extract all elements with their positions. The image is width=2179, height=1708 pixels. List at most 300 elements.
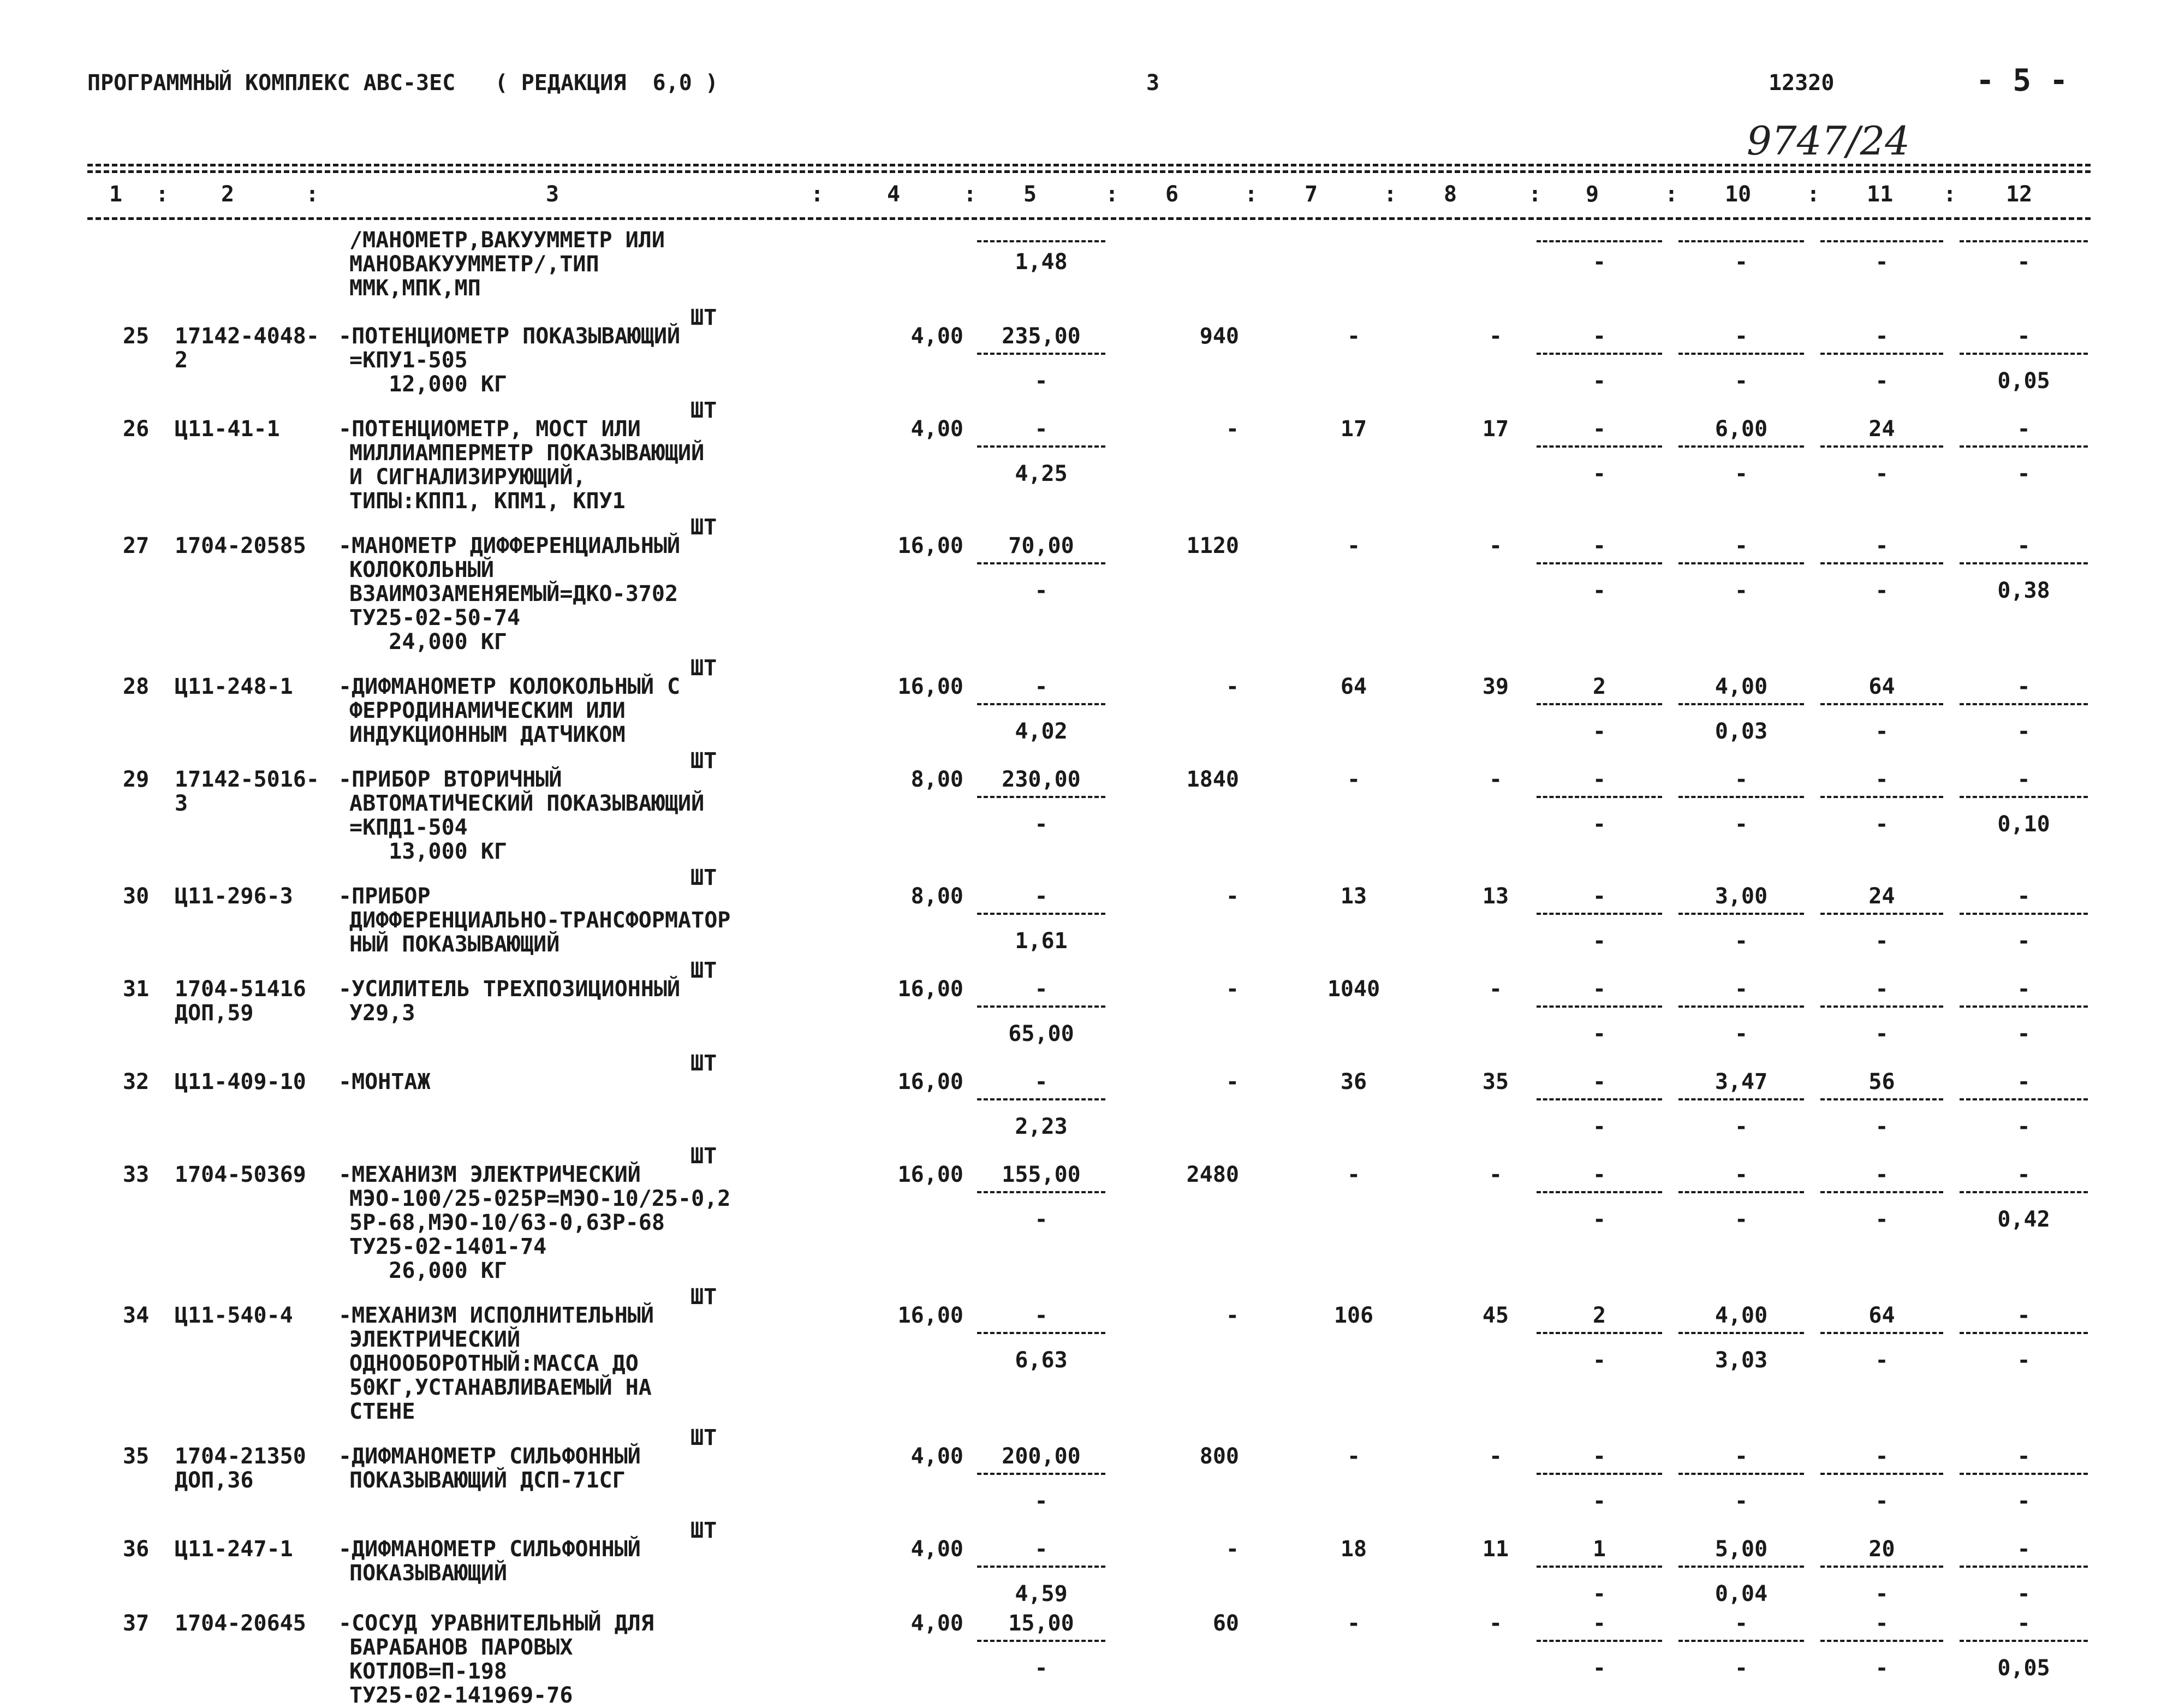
- row-c12-divider: [1960, 703, 2088, 705]
- row-c6: 1840: [1186, 767, 1239, 792]
- row-quantity: 8,00: [910, 767, 963, 792]
- row-c11-top: 64: [1868, 674, 1895, 699]
- row-description-line: КОТЛОВ=П-198: [349, 1659, 507, 1684]
- row-c5-divider: [977, 1640, 1105, 1642]
- row-number: 36: [123, 1537, 150, 1562]
- row-c11-divider: [1820, 703, 1943, 705]
- row-unit: ШТ: [690, 398, 717, 423]
- header-rule-top-2: [87, 170, 2091, 173]
- row-c5-divider: [977, 1005, 1105, 1008]
- row-c5-divider: [977, 703, 1105, 705]
- row-description-line: -МЕХАНИЗМ ИСПОЛНИТЕЛЬНЫЙ: [338, 1303, 654, 1328]
- row-c10-divider: [1678, 796, 1804, 798]
- column-separator: :: [1665, 182, 1678, 207]
- column-header-12: 12: [2006, 182, 2033, 207]
- row-c12-bottom: 0,42: [1997, 1207, 2050, 1232]
- row-c9-divider: [1537, 1098, 1662, 1100]
- row-description-line: 12,000 КГ: [349, 372, 507, 397]
- row-description-line: ПОКАЗЫВАЮЩИЙ ДСП-71СГ: [349, 1468, 626, 1493]
- row-description-line: ЭЛЕКТРИЧЕСКИЙ: [349, 1327, 521, 1352]
- row-c9-divider: [1537, 913, 1662, 915]
- column-header-11: 11: [1867, 182, 1894, 207]
- row-c12-top: -: [2017, 1303, 2031, 1328]
- row-c5-top: 235,00: [1002, 324, 1081, 349]
- row-c8: 13: [1482, 884, 1509, 909]
- row-description-line: -ДИФМАНОМЕТР КОЛОКОЛЬНЫЙ С: [338, 674, 681, 699]
- row-description-line: 50КГ,УСТАНАВЛИВАЕМЫЙ НА: [349, 1375, 652, 1400]
- row-c12-top: -: [2017, 533, 2031, 558]
- top-c12-divider: [1960, 240, 2088, 242]
- row-c12-top: -: [2017, 977, 2031, 1002]
- row-c5-bottom: -: [1034, 1207, 1048, 1232]
- row-c11-top: -: [1875, 533, 1889, 558]
- column-separator: :: [963, 182, 977, 207]
- row-c9-bottom: -: [1592, 812, 1606, 837]
- row-c5-bottom: 4,02: [1015, 719, 1068, 744]
- row-c7: -: [1347, 1162, 1361, 1187]
- row-c6: 1120: [1186, 533, 1239, 558]
- row-c10-bottom: 0,03: [1714, 719, 1768, 744]
- row-c6: 800: [1199, 1444, 1239, 1469]
- row-c9-bottom: -: [1592, 578, 1606, 603]
- row-c7: -: [1347, 767, 1361, 792]
- row-c9-top: -: [1592, 1611, 1606, 1636]
- row-c10-bottom: -: [1734, 812, 1748, 837]
- row-c10-divider: [1678, 1098, 1804, 1100]
- row-code: Ц11-540-4: [175, 1303, 293, 1328]
- row-c10-bottom: -: [1734, 1114, 1748, 1139]
- row-c5-top: -: [1034, 1069, 1048, 1094]
- column-separator: :: [811, 182, 824, 207]
- column-header-5: 5: [1023, 182, 1037, 207]
- row-c11-bottom: -: [1875, 1021, 1889, 1046]
- row-c9-top: -: [1592, 1069, 1606, 1094]
- column-header-4: 4: [887, 182, 901, 207]
- row-c6: -: [1225, 977, 1239, 1002]
- row-description-line: =КПД1-504: [349, 815, 468, 840]
- row-c9-top: -: [1592, 1162, 1606, 1187]
- top-description-line: ММК,МПК,МП: [349, 276, 481, 301]
- row-c8: -: [1489, 324, 1503, 349]
- row-c10-bottom: -: [1734, 929, 1748, 954]
- row-description-line: -ПРИБОР: [338, 884, 431, 909]
- row-c10-divider: [1678, 703, 1804, 705]
- column-header-1: 1: [109, 182, 123, 207]
- row-c12-bottom: -: [2017, 1348, 2031, 1373]
- row-description-line: -ПОТЕНЦИОМЕТР ПОКАЗЫВАЮЩИЙ: [338, 324, 681, 349]
- row-c11-divider: [1820, 445, 1943, 448]
- row-c5-divider: [977, 445, 1105, 448]
- row-number: 25: [123, 324, 150, 349]
- row-c10-divider: [1678, 562, 1804, 564]
- row-c10-bottom: -: [1734, 1656, 1748, 1681]
- row-c5-divider: [977, 796, 1105, 798]
- row-c12-divider: [1960, 1191, 2088, 1193]
- row-description-line: КОЛОКОЛЬНЫЙ: [349, 557, 494, 582]
- row-c5-top: -: [1034, 977, 1048, 1002]
- row-c7: 36: [1340, 1069, 1367, 1094]
- row-code: Ц11-247-1: [175, 1537, 293, 1562]
- row-code: 1704-50369: [175, 1162, 306, 1187]
- row-c10-divider: [1678, 1005, 1804, 1008]
- page-number: - 5 -: [1976, 63, 2068, 98]
- row-description-line: МЭО-100/25-025Р=МЭО-10/25-0,2: [349, 1186, 731, 1211]
- row-description-line: -МЕХАНИЗМ ЭЛЕКТРИЧЕСКИЙ: [338, 1162, 641, 1187]
- row-c10-top: -: [1734, 1444, 1748, 1469]
- row-c12-top: -: [2017, 1611, 2031, 1636]
- row-c11-top: 24: [1868, 416, 1895, 442]
- row-c11-top: 20: [1868, 1537, 1895, 1562]
- row-c10-bottom: -: [1734, 461, 1748, 486]
- row-c11-divider: [1820, 1473, 1943, 1475]
- row-c10-divider: [1678, 1640, 1804, 1642]
- row-c5-top: -: [1034, 674, 1048, 699]
- row-c9-divider: [1537, 1473, 1662, 1475]
- row-quantity: 4,00: [910, 1444, 963, 1469]
- row-c5-top: 155,00: [1002, 1162, 1081, 1187]
- row-c10-divider: [1678, 445, 1804, 448]
- row-c11-top: 24: [1868, 884, 1895, 909]
- row-c12-top: -: [2017, 1444, 2031, 1469]
- row-c11-top: 56: [1868, 1069, 1895, 1094]
- row-c7: 64: [1340, 674, 1367, 699]
- row-c12-top: -: [2017, 324, 2031, 349]
- row-c11-divider: [1820, 1098, 1943, 1100]
- row-c5-divider: [977, 1191, 1105, 1193]
- row-c5-top: -: [1034, 1303, 1048, 1328]
- row-c9-bottom: -: [1592, 929, 1606, 954]
- row-c8: 45: [1482, 1303, 1509, 1328]
- row-c12-divider: [1960, 913, 2088, 915]
- row-c9-bottom: -: [1592, 1348, 1606, 1373]
- row-unit: ШТ: [690, 1425, 717, 1450]
- row-c12-top: -: [2017, 674, 2031, 699]
- row-c10-top: 5,00: [1714, 1537, 1768, 1562]
- row-c10-divider: [1678, 353, 1804, 355]
- row-c11-bottom: -: [1875, 929, 1889, 954]
- row-c10-bottom: -: [1734, 1207, 1748, 1232]
- row-quantity: 4,00: [910, 1537, 963, 1562]
- row-number: 28: [123, 674, 150, 699]
- row-c12-bottom: -: [2017, 929, 2031, 954]
- row-c11-bottom: -: [1875, 1489, 1889, 1514]
- row-c7: 18: [1340, 1537, 1367, 1562]
- row-c10-top: 3,47: [1714, 1069, 1768, 1094]
- row-c8: -: [1489, 1611, 1503, 1636]
- row-c5-divider: [977, 913, 1105, 915]
- row-number: 27: [123, 533, 150, 558]
- row-description-line: -ПРИБОР ВТОРИЧНЫЙ: [338, 767, 562, 792]
- row-c12-divider: [1960, 1005, 2088, 1008]
- row-description-line: -МОНТАЖ: [338, 1069, 431, 1094]
- row-description-line: =КПУ1-505: [349, 348, 468, 373]
- row-c10-top: 6,00: [1714, 416, 1768, 442]
- top-c9-divider: [1537, 240, 1662, 242]
- row-code: Ц11-296-3: [175, 884, 293, 909]
- row-c12-bottom: -: [2017, 719, 2031, 744]
- row-code: 1704-21350: [175, 1444, 306, 1469]
- row-c11-bottom: -: [1875, 461, 1889, 486]
- row-c11-bottom: -: [1875, 578, 1889, 603]
- row-c7: 1040: [1327, 977, 1380, 1002]
- row-code: 17142-4048-: [175, 324, 319, 349]
- row-unit: ШТ: [690, 865, 717, 890]
- document-code: 12320: [1769, 70, 1835, 96]
- column-header-2: 2: [221, 182, 235, 207]
- row-c12-bottom: 0,10: [1997, 812, 2050, 837]
- row-c12-divider: [1960, 445, 2088, 448]
- row-description-line: 13,000 КГ: [349, 839, 507, 864]
- row-c11-bottom: -: [1875, 1656, 1889, 1681]
- row-c9-top: 2: [1592, 674, 1606, 699]
- row-c8: 35: [1482, 1069, 1509, 1094]
- row-description-line: ТИПЫ:КПП1, КПМ1, КПУ1: [349, 489, 626, 514]
- row-c7: 17: [1340, 416, 1367, 442]
- row-c6: 940: [1199, 324, 1239, 349]
- row-c10-top: -: [1734, 533, 1748, 558]
- row-c9-top: -: [1592, 1444, 1606, 1469]
- row-c12-top: -: [2017, 884, 2031, 909]
- row-c11-bottom: -: [1875, 812, 1889, 837]
- column-header-6: 6: [1165, 182, 1179, 207]
- row-c12-top: -: [2017, 416, 2031, 442]
- row-c5-bottom: -: [1034, 578, 1048, 603]
- row-unit: ШТ: [690, 1144, 717, 1169]
- row-c12-divider: [1960, 562, 2088, 564]
- row-c11-top: -: [1875, 977, 1889, 1002]
- row-unit: ШТ: [690, 656, 717, 681]
- row-c5-top: -: [1034, 1537, 1048, 1562]
- row-c9-divider: [1537, 1566, 1662, 1568]
- top-c10-divider: [1678, 240, 1804, 242]
- row-c5-divider: [977, 562, 1105, 564]
- top-c12-value: -: [2017, 249, 2031, 275]
- row-unit: ШТ: [690, 1051, 717, 1076]
- row-c11-bottom: -: [1875, 719, 1889, 744]
- row-quantity: 16,00: [897, 1162, 963, 1187]
- row-c9-top: 1: [1592, 1537, 1606, 1562]
- row-description-line: -УСИЛИТЕЛЬ ТРЕХПОЗИЦИОННЫЙ: [338, 977, 681, 1002]
- row-unit: ШТ: [690, 515, 717, 540]
- top-c11-divider: [1820, 240, 1943, 242]
- row-c10-top: -: [1734, 1162, 1748, 1187]
- row-c9-bottom: -: [1592, 1581, 1606, 1606]
- row-c11-top: -: [1875, 1162, 1889, 1187]
- row-c5-divider: [977, 1332, 1105, 1334]
- row-code: 17142-5016-: [175, 767, 319, 792]
- row-unit: ШТ: [690, 748, 717, 773]
- top-description-line: /МАНОМЕТР,ВАКУУММЕТР ИЛИ: [349, 228, 665, 253]
- row-c9-bottom: -: [1592, 719, 1606, 744]
- row-code: 1704-20585: [175, 533, 306, 558]
- row-c11-bottom: -: [1875, 1581, 1889, 1606]
- row-c9-top: -: [1592, 416, 1606, 442]
- row-quantity: 8,00: [910, 884, 963, 909]
- row-description-line: СТЕНЕ: [349, 1399, 415, 1424]
- row-c8: -: [1489, 1444, 1503, 1469]
- row-c8: -: [1489, 533, 1503, 558]
- row-c9-top: -: [1592, 884, 1606, 909]
- row-c11-top: -: [1875, 767, 1889, 792]
- column-separator: :: [1528, 182, 1542, 207]
- row-c5-bottom: 65,00: [1008, 1021, 1074, 1046]
- row-c12-top: -: [2017, 1069, 2031, 1094]
- handwritten-number: 9747/24: [1747, 118, 1910, 164]
- row-c9-bottom: -: [1592, 1207, 1606, 1232]
- row-c12-divider: [1960, 1098, 2088, 1100]
- row-description-line: АВТОМАТИЧЕСКИЙ ПОКАЗЫВАЮЩИЙ: [349, 791, 705, 816]
- row-c9-bottom: -: [1592, 461, 1606, 486]
- row-c12-bottom: 0,05: [1997, 1656, 2050, 1681]
- row-c5-top: 230,00: [1002, 767, 1081, 792]
- row-code: 1704-51416: [175, 977, 306, 1002]
- row-c5-divider: [977, 1098, 1105, 1100]
- row-code-suffix: ДОП,59: [175, 1001, 254, 1026]
- row-c11-bottom: -: [1875, 368, 1889, 394]
- row-description-line: 24,000 КГ: [349, 629, 507, 654]
- row-c12-divider: [1960, 353, 2088, 355]
- column-header-9: 9: [1586, 182, 1599, 207]
- top-c5-divider: [977, 240, 1105, 242]
- row-code: Ц11-41-1: [175, 416, 280, 442]
- row-unit: ШТ: [690, 305, 717, 330]
- row-c9-divider: [1537, 1332, 1662, 1334]
- row-c12-divider: [1960, 1332, 2088, 1334]
- top-description-line: МАНОВАКУУММЕТР/,ТИП: [349, 252, 599, 277]
- row-c7: 13: [1340, 884, 1367, 909]
- row-number: 30: [123, 884, 150, 909]
- row-c11-divider: [1820, 1191, 1943, 1193]
- row-c5-bottom: -: [1034, 368, 1048, 394]
- row-unit: ШТ: [690, 1518, 717, 1543]
- row-c7: -: [1347, 1444, 1361, 1469]
- row-c5-top: -: [1034, 884, 1048, 909]
- row-c8: 11: [1482, 1537, 1509, 1562]
- row-description-line: ВЗАИМОЗАМЕНЯЕМЫЙ=ДКО-3702: [349, 581, 678, 606]
- row-c9-bottom: -: [1592, 368, 1606, 394]
- row-c10-top: -: [1734, 977, 1748, 1002]
- row-c12-bottom: -: [2017, 1021, 2031, 1046]
- row-quantity: 4,00: [910, 1611, 963, 1636]
- row-c5-bottom: 4,59: [1015, 1581, 1068, 1606]
- top-c10-value: -: [1734, 249, 1748, 275]
- row-c5-divider: [977, 353, 1105, 355]
- row-c5-bottom: -: [1034, 1656, 1048, 1681]
- row-c9-bottom: -: [1592, 1021, 1606, 1046]
- row-c5-bottom: 4,25: [1015, 461, 1068, 486]
- row-c11-divider: [1820, 353, 1943, 355]
- row-c9-top: -: [1592, 533, 1606, 558]
- row-c9-top: -: [1592, 324, 1606, 349]
- row-c12-bottom: -: [2017, 1581, 2031, 1606]
- row-c11-divider: [1820, 562, 1943, 564]
- row-description-line: ОДНООБОРОТНЫЙ:МАССА ДО: [349, 1351, 639, 1376]
- column-separator: :: [1245, 182, 1258, 207]
- row-c8: -: [1489, 1162, 1503, 1187]
- row-quantity: 4,00: [910, 324, 963, 349]
- row-unit: ШТ: [690, 958, 717, 983]
- row-description-line: ТУ25-02-50-74: [349, 605, 521, 630]
- row-c5-bottom: 2,23: [1015, 1114, 1068, 1139]
- column-header-7: 7: [1305, 182, 1318, 207]
- sheet-number: 3: [1146, 70, 1160, 96]
- row-code-suffix: 2: [175, 348, 188, 373]
- row-description-line: БАРАБАНОВ ПАРОВЫХ: [349, 1635, 573, 1660]
- row-c6: -: [1225, 1537, 1239, 1562]
- row-c9-top: -: [1592, 977, 1606, 1002]
- row-c10-divider: [1678, 1332, 1804, 1334]
- row-c12-top: -: [2017, 767, 2031, 792]
- row-c10-bottom: 3,03: [1714, 1348, 1768, 1373]
- row-quantity: 16,00: [897, 674, 963, 699]
- row-c5-bottom: 6,63: [1015, 1348, 1068, 1373]
- row-number: 33: [123, 1162, 150, 1187]
- row-number: 37: [123, 1611, 150, 1636]
- row-c8: -: [1489, 767, 1503, 792]
- row-c7: 106: [1333, 1303, 1374, 1328]
- row-c10-top: 4,00: [1714, 1303, 1768, 1328]
- row-quantity: 16,00: [897, 1069, 963, 1094]
- row-description-line: ФЕРРОДИНАМИЧЕСКИМ ИЛИ: [349, 698, 626, 723]
- row-c10-bottom: -: [1734, 368, 1748, 394]
- row-number: 34: [123, 1303, 150, 1328]
- row-c5-bottom: -: [1034, 812, 1048, 837]
- row-c12-divider: [1960, 1640, 2088, 1642]
- header-rule-bottom: [87, 217, 2091, 220]
- row-c11-divider: [1820, 1332, 1943, 1334]
- row-description-line: -ДИФМАНОМЕТР СИЛЬФОННЫЙ: [338, 1444, 641, 1469]
- row-c7: -: [1347, 1611, 1361, 1636]
- column-separator: :: [156, 182, 169, 207]
- row-description-line: 5Р-68,МЭО-10/63-0,63Р-68: [349, 1210, 665, 1235]
- row-number: 29: [123, 767, 150, 792]
- row-c7: -: [1347, 533, 1361, 558]
- row-c9-divider: [1537, 703, 1662, 705]
- column-separator: :: [1384, 182, 1397, 207]
- row-c6: 60: [1212, 1611, 1239, 1636]
- row-c9-bottom: -: [1592, 1489, 1606, 1514]
- row-c12-bottom: 0,05: [1997, 368, 2050, 394]
- row-c12-bottom: 0,38: [1997, 578, 2050, 603]
- row-description-line: ИНДУКЦИОННЫМ ДАТЧИКОМ: [349, 722, 626, 747]
- top-c5-value: 1,48: [1015, 249, 1068, 275]
- top-c9-value: -: [1592, 249, 1606, 275]
- row-c10-bottom: -: [1734, 578, 1748, 603]
- row-c12-bottom: -: [2017, 1114, 2031, 1139]
- row-c10-bottom: -: [1734, 1021, 1748, 1046]
- row-code: Ц11-248-1: [175, 674, 293, 699]
- row-c12-top: -: [2017, 1162, 2031, 1187]
- row-c10-divider: [1678, 913, 1804, 915]
- row-c10-divider: [1678, 1566, 1804, 1568]
- row-c11-divider: [1820, 1005, 1943, 1008]
- row-c9-bottom: -: [1592, 1656, 1606, 1681]
- top-c11-value: -: [1875, 249, 1889, 275]
- program-title: ПРОГРАММНЫЙ КОМПЛЕКС АВС-3ЕС ( РЕДАКЦИЯ 6,0 ): [87, 70, 718, 96]
- row-code-suffix: ДОП,36: [175, 1468, 254, 1493]
- row-description-line: ТУ25-02-1401-74: [349, 1234, 547, 1259]
- row-c6: -: [1225, 1069, 1239, 1094]
- row-c12-divider: [1960, 796, 2088, 798]
- row-c8: 17: [1482, 416, 1509, 442]
- row-c10-bottom: 0,04: [1714, 1581, 1768, 1606]
- row-c11-divider: [1820, 913, 1943, 915]
- row-description-line: И СИГНАЛИЗИРУЮЩИЙ,: [349, 465, 586, 490]
- row-c9-divider: [1537, 445, 1662, 448]
- row-c11-top: -: [1875, 1611, 1889, 1636]
- row-c12-top: -: [2017, 1537, 2031, 1562]
- row-c11-divider: [1820, 1566, 1943, 1568]
